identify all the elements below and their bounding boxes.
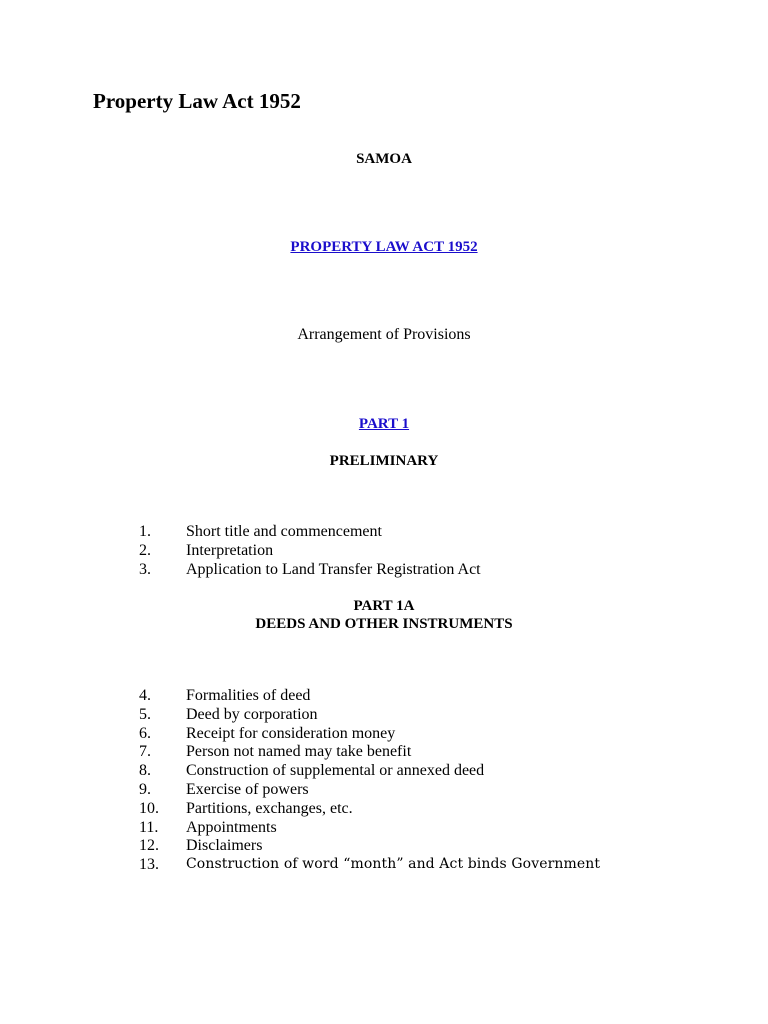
part1a-provisions-list (0, 686, 768, 874)
provision-number: 9. (139, 780, 151, 798)
part1a-heading: DEEDS AND OTHER INSTRUMENTS (255, 616, 513, 632)
list-item (0, 818, 768, 837)
provision-number: 2. (139, 541, 151, 559)
part1-row (0, 414, 768, 434)
list-item (0, 855, 768, 874)
list-item (0, 560, 768, 579)
list-item (0, 522, 768, 541)
list-item (0, 541, 768, 560)
arrangement-heading: Arrangement of Provisions (297, 326, 471, 343)
list-item (0, 761, 768, 780)
provision-number: 11. (139, 818, 159, 836)
list-item (0, 686, 768, 705)
provision-number: 13. (139, 856, 159, 874)
provision-number: 4. (139, 687, 151, 704)
list-item (0, 705, 768, 724)
country-heading: SAMOA (356, 151, 412, 167)
provision-number: 1. (139, 523, 151, 540)
provision-title: Formalities of deed (186, 687, 311, 704)
provision-title: Short title and commencement (186, 523, 382, 540)
part1a-label: PART 1A (353, 598, 415, 614)
provision-number: 3. (139, 560, 151, 578)
provision-title: Receipt for consideration money (186, 724, 396, 742)
provision-title: Application to Land Transfer Registration Act (186, 560, 481, 578)
provision-title: Interpretation (186, 541, 274, 559)
document-title: Property Law Act 1952 (93, 89, 301, 113)
provision-number: 12. (139, 837, 159, 855)
list-item (0, 724, 768, 743)
part1-link[interactable]: PART 1 (358, 416, 410, 432)
provision-title: Disclaimers (186, 837, 263, 855)
list-item (0, 780, 768, 799)
list-item (0, 836, 768, 855)
provision-number: 8. (139, 762, 151, 780)
provision-number: 5. (139, 705, 151, 723)
provision-number: 7. (139, 743, 151, 761)
provision-title: Construction of supplemental or annexed deed (186, 762, 485, 780)
list-item (0, 799, 768, 818)
provision-title: Person not named may take benefit (186, 743, 412, 761)
act-title-row (0, 237, 768, 257)
provision-title: Partitions, exchanges, etc. (186, 799, 353, 817)
provision-title: Deed by corporation (186, 705, 318, 723)
part1-heading: PRELIMINARY (329, 453, 439, 469)
provision-title: Construction of word “month” and Act binds Government (186, 856, 601, 873)
act-title-link[interactable]: PROPERTY LAW ACT 1952 (290, 239, 478, 255)
provision-number: 6. (139, 724, 151, 742)
list-item (0, 742, 768, 761)
provision-title: Exercise of powers (186, 780, 309, 798)
provision-number: 10. (139, 799, 159, 817)
part1-provisions-list (0, 522, 768, 578)
provision-title: Appointments (186, 818, 277, 836)
